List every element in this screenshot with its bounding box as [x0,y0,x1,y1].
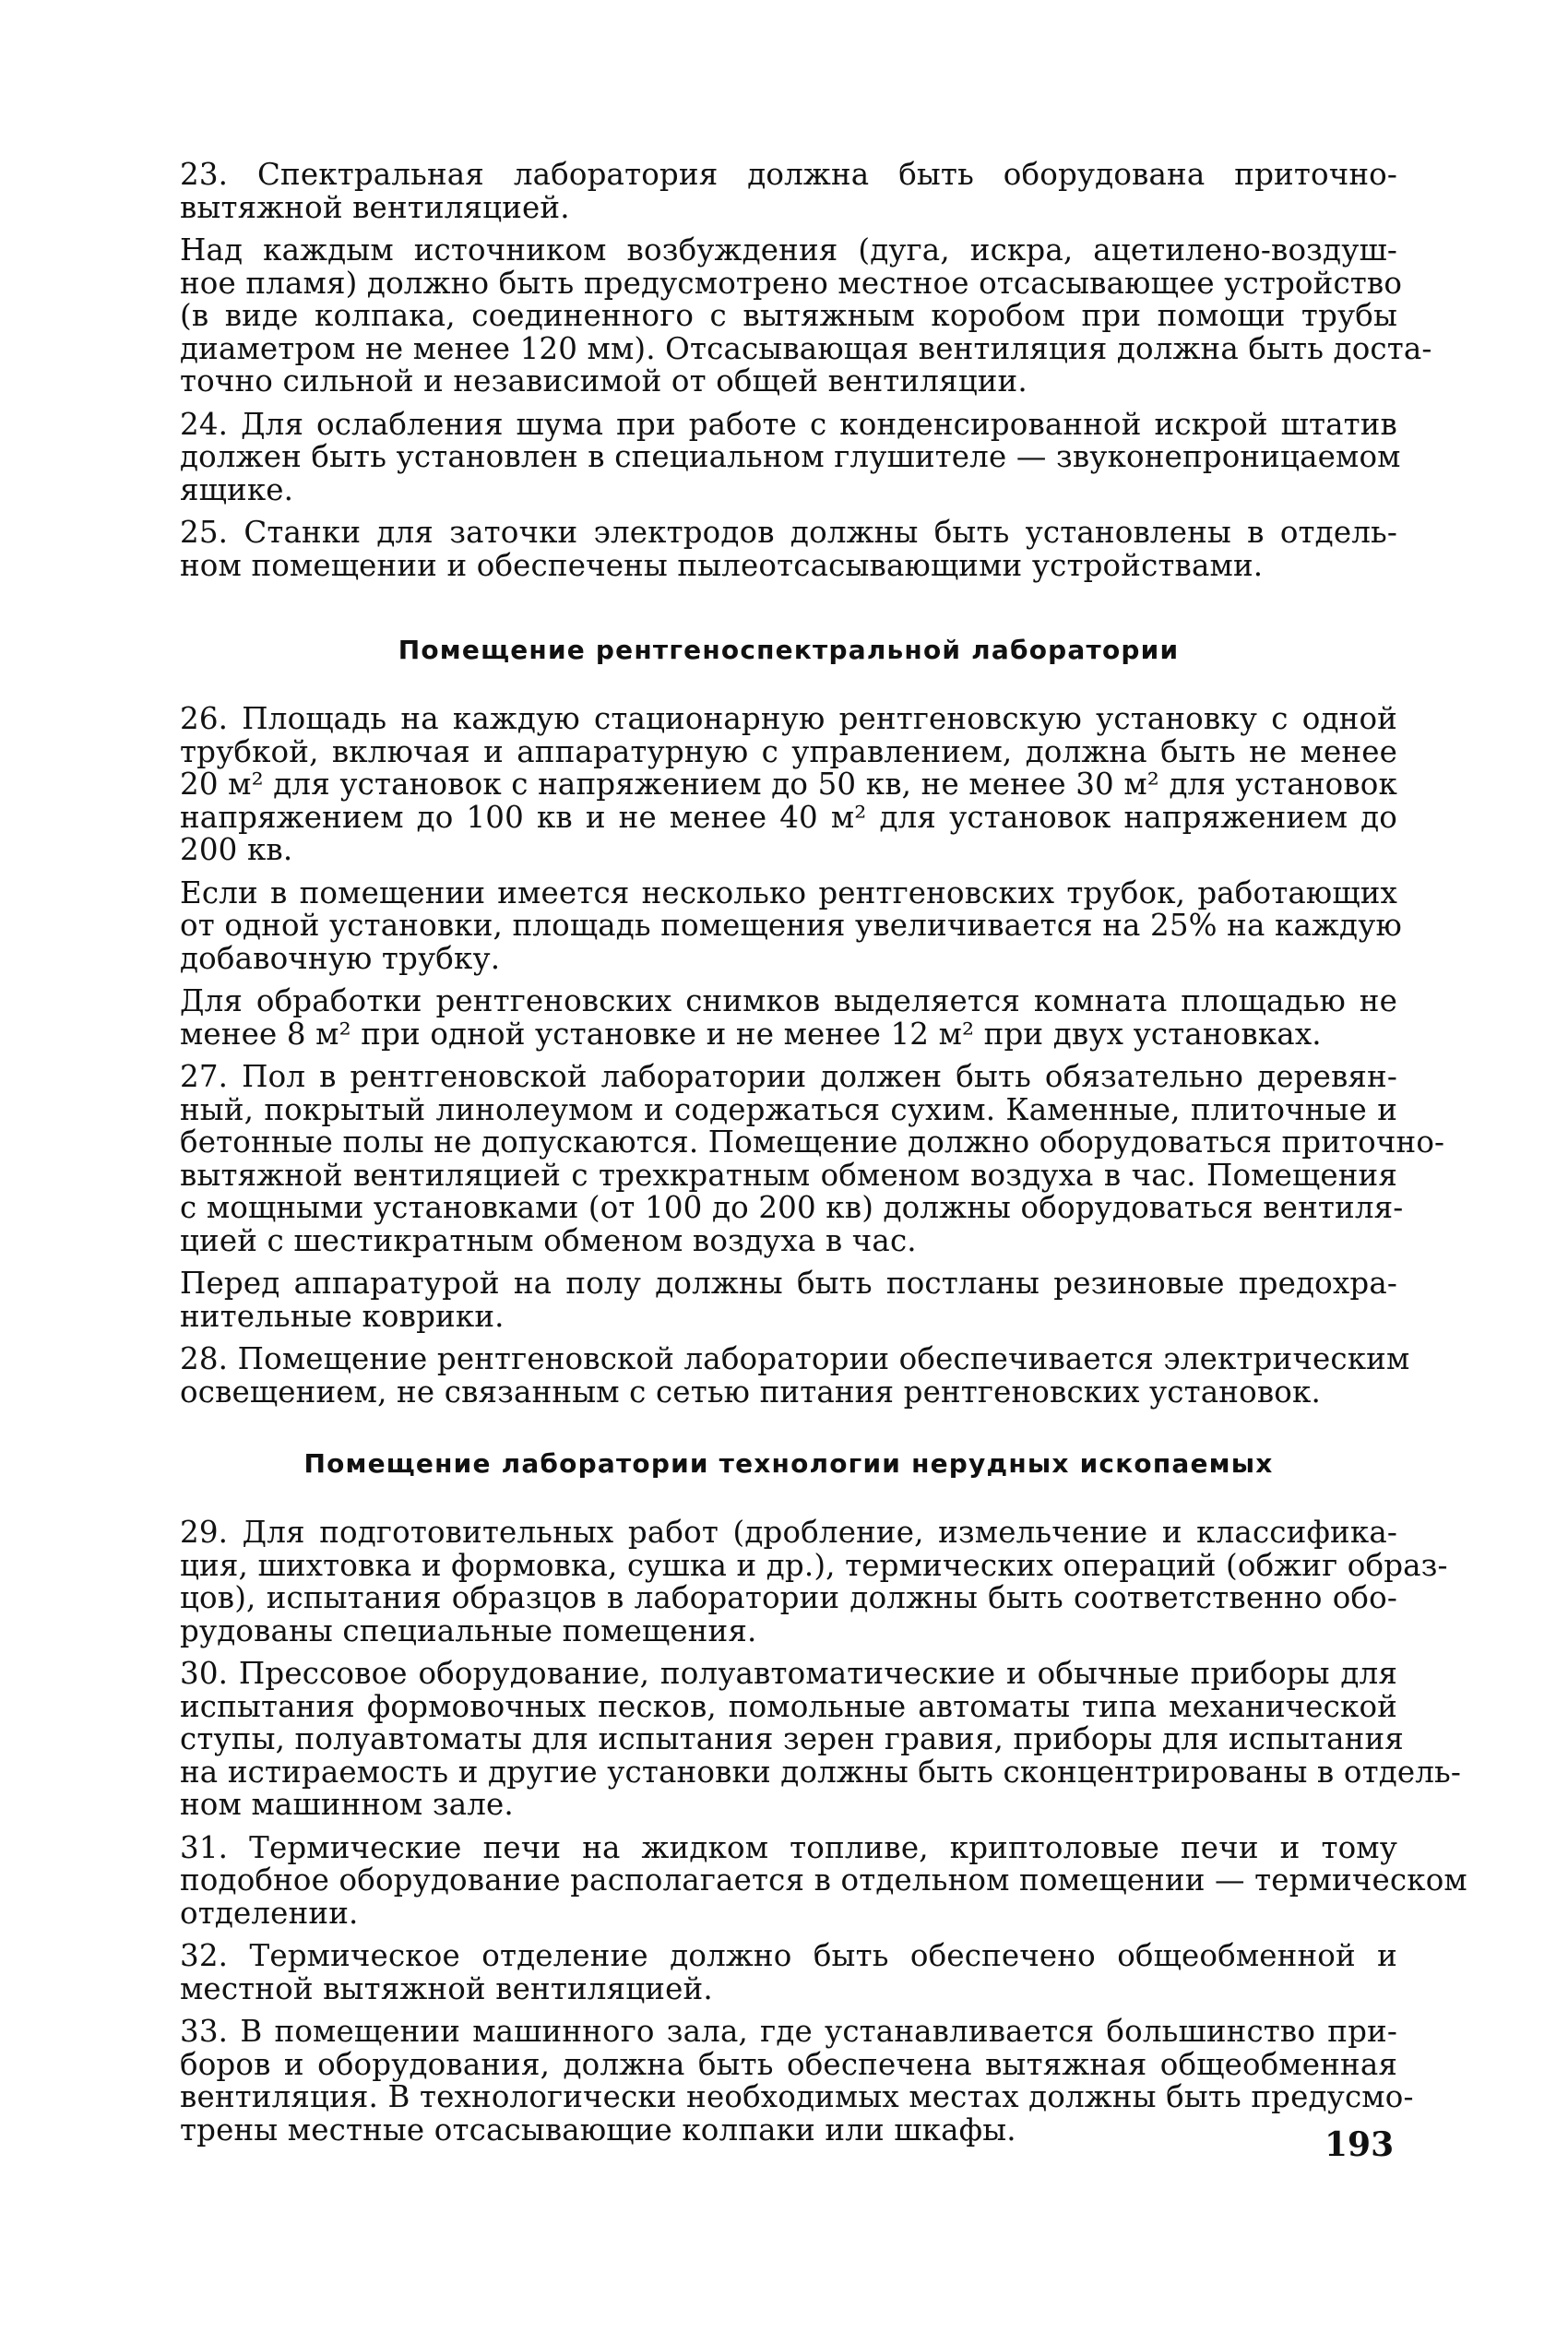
text-line: бетонные полы не допускаются. Помещение должно оборудоваться приточно- [180,1124,1445,1160]
text-line: 200 кв. [180,832,293,867]
text-line: испытания формовочных песков, помольные автоматы типа механической [180,1688,1397,1724]
text-line: вытяжной вентиляцией. [180,189,570,225]
paragraph-24 [180,406,1401,507]
text-line: ступы, полуавтоматы для испытания зерен гравия, приборы для испытания [180,1721,1404,1756]
text-line: ном помещении и обеспечены пылеотсасывающими устройствами. [180,547,1264,583]
text-line: местной вытяжной вентиляцией. [180,1970,713,2006]
text-line: должен быть установлен в специальном глушителе — звуконепроницаемом [180,439,1401,474]
page-body [180,157,1467,2157]
paragraph-29 [180,1515,1448,1648]
text-line: (в виде колпака, соединенного с вытяжным коробом при помощи трубы [180,298,1397,333]
text-line: 32. Термическое отделение должно быть обеспечено общеобменной и [180,1938,1397,1973]
text-line: трубкой, включая и аппаратурную с управлением, должна быть не менее [180,733,1397,769]
paragraph-26-tubes [180,874,1402,976]
text-line: отделении. [180,1895,359,1931]
text-line: Над каждым источником возбуждения (дуга, искра, ацетилено-воздуш- [180,232,1397,268]
text-line: на истираемость и другие установки должны быть сконцентрированы в отдель- [180,1754,1462,1790]
paragraph-30 [180,1656,1462,1822]
section-heading-nonmetal-lab: Помещение лаборатории технологии нерудных ископаемых [303,1448,1274,1479]
text-line: от одной установки, площадь помещения увеличивается на 25% на каждую [180,908,1402,943]
paragraph-31 [180,1829,1467,1931]
text-line: точно сильной и независимой от общей вентиляции. [180,363,1028,399]
text-line: 25. Станки для заточки электродов должны быть установлены в отдель- [180,515,1397,550]
text-line: трены местные отсасывающие колпаки или шкафы. [180,2112,1016,2148]
paragraph-28 [180,1341,1410,1410]
text-line: боров и оборудования, должна быть обеспечена вытяжная общеобменная [180,2046,1397,2082]
paragraph-32 [180,1940,1397,2005]
text-line: менее 8 м² при одной установке и не менее 12 м² при двух установках. [180,1016,1322,1052]
text-line: 23. Спектральная лаборатория должна быть оборудована приточно- [180,157,1397,192]
paragraph-27 [180,1059,1445,1258]
text-line: Если в помещении имеется несколько рентгеновских трубок, работающих [180,874,1397,910]
text-line: ящике. [180,471,294,507]
paragraph-23 [180,159,1397,224]
text-line: 31. Термические печи на жидком топливе, криптоловые печи и тому [180,1829,1397,1865]
text-line: добавочную трубку. [180,940,501,976]
text-line: ный, покрытый линолеумом и содержаться сухим. Каменные, плиточные и [180,1091,1397,1127]
text-line: цов), испытания образцов в лаборатории должны быть соответственно обо- [180,1580,1397,1615]
page-number: 193 [1324,2125,1395,2164]
text-line: 24. Для ослабления шума при работе с конденсированной искрой штатив [180,406,1397,442]
text-line: цией с шестикратным обменом воздуха в час. [180,1222,917,1258]
text-line: 20 м² для установок с напряжением до 50 кв, не менее 30 м² для установок [180,767,1397,802]
text-line: вытяжной вентиляцией с трехкратным обменом воздуха в час. Помещения [180,1157,1397,1193]
text-line: 33. В помещении машинного зала, где устанавливается большинство при- [180,2014,1397,2049]
paragraph-26-darkroom [180,985,1397,1051]
text-line: Для обработки рентгеновских снимков выделяется комната площадью не [180,983,1397,1018]
text-line: 30. Прессовое оборудование, полуавтоматические и обычные приборы для [180,1656,1397,1691]
text-line: ном машинном зале. [180,1787,514,1822]
text-line: с мощными установками (от 100 до 200 кв) должны оборудоваться вентиля- [180,1190,1404,1225]
text-line: напряжением до 100 кв и не менее 40 м² для установок напряжением до [180,799,1397,835]
text-line: рудованы специальные помещения. [180,1612,757,1648]
text-line: ция, шихтовка и формовка, сушка и др.), термических операций (обжиг образ- [180,1547,1448,1583]
paragraph-33 [180,2014,1414,2148]
text-line: 26. Площадь на каждую стационарную рентгеновскую установку с одной [180,701,1397,736]
text-line: Перед аппаратурой на полу должны быть постланы резиновые предохра- [180,1266,1397,1301]
text-line: освещением, не связанным с сетью питания рентгеновских установок. [180,1374,1321,1410]
section-heading-xray-lab: Помещение рентгеноспектральной лаборатории [398,635,1180,665]
paragraph-23-continued [180,232,1432,399]
text-line: подобное оборудование располагается в отдельном помещении — термическом [180,1862,1467,1898]
text-line: диаметром не менее 120 мм). Отсасывающая вентиляция должна быть доста- [180,330,1432,366]
text-line: 29. Для подготовительных работ (дробление, измельчение и классифика- [180,1515,1397,1550]
text-line: 27. Пол в рентгеновской лаборатории должен быть обязательно деревян- [180,1059,1397,1094]
text-line: нительные коврики. [180,1298,505,1334]
text-line: вентиляция. В технологически необходимых местах должны быть предусмо- [180,2079,1414,2114]
text-line: ное пламя) должно быть предусмотрено местное отсасывающее устройство [180,265,1403,301]
paragraph-25 [180,517,1397,582]
text-line: 28. Помещение рентгеновской лаборатории обеспечивается электрическим [180,1341,1410,1376]
paragraph-27-mats [180,1267,1397,1333]
paragraph-26 [180,703,1397,867]
